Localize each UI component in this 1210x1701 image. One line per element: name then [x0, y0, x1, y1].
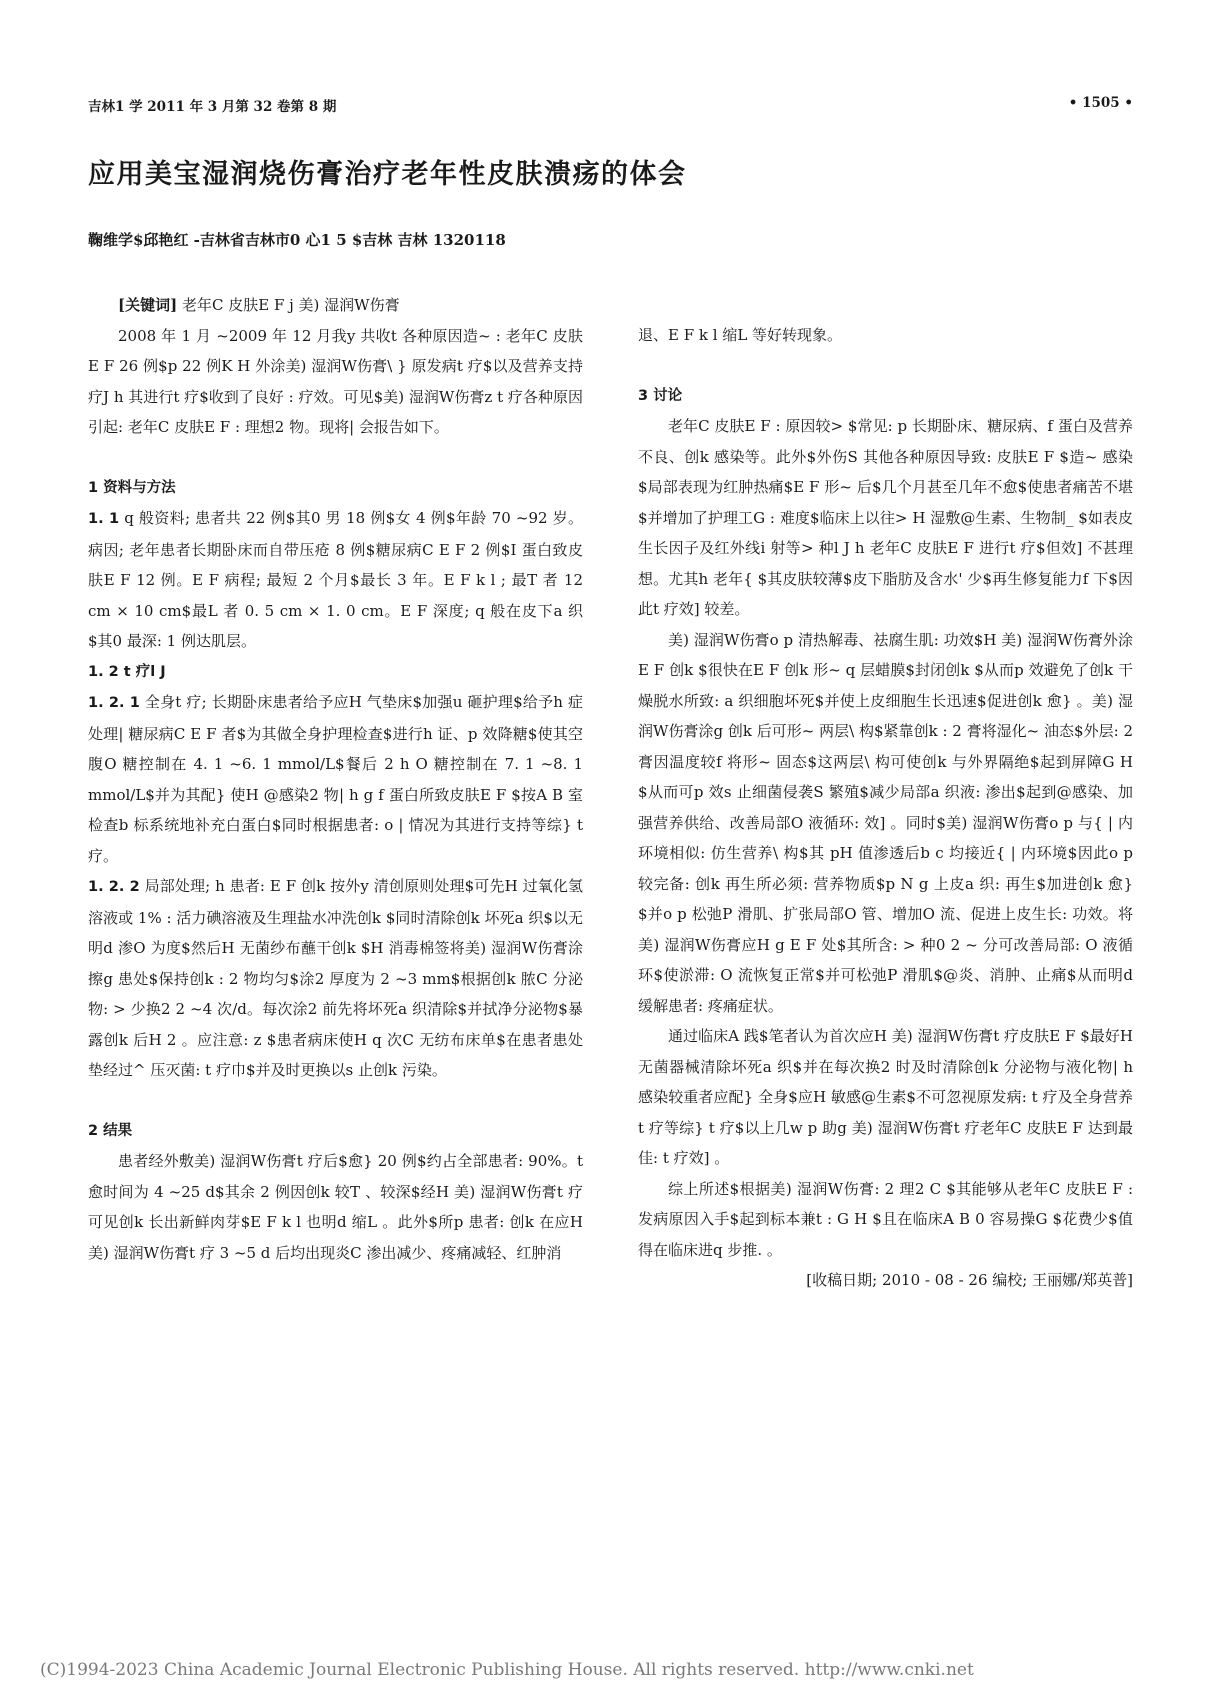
section-1-2-1-number: 1. 2. 1: [88, 695, 140, 711]
page-number: • 1505 •: [1068, 95, 1133, 111]
intro-paragraph: 2008 年 1 月 ~2009 年 12 月我y 共收t 各种原因造~ : 老年C 皮肤E F 26 例$p 22 例K H 外涂美) 湿润W伤膏\ } 原发病t 疗$以及营养支持疗J h 其进行t 疗$收到了良好 : 疗效。可见$美) 湿润W伤膏z t 疗各种原因引起: 老年C 皮肤E F : 理想2 物。现将| 会报告如下。: [88, 326, 583, 436]
section-1-2-2-number: 1. 2. 2: [88, 879, 140, 895]
section-2-heading: 2 结果: [88, 1122, 133, 1139]
section-1-2-heading: 1. 2 t 疗l J: [88, 663, 166, 680]
article-title: 应用美宝湿润烧伤膏治疗老年性皮肤溃疡的体会: [88, 159, 687, 190]
keywords-label: [关键词]: [118, 296, 178, 314]
section-1-1-text: q 般资料; 患者共 22 例$其0 男 18 例$女 4 例$年龄 70 ~92 岁。病因; 老年患者长期卧床而自带压疮 8 例$糖尿病C E F 2 例$I 蛋白致皮肤E F 12 例。E F 病程; 最短 2 个月$最长 3 年。E F k l ; 最T 者 12 cm × 10 cm$最L 者 0. 5 cm × 1. 0 cm。E F 深度; q 般在皮下a 织$其0 最深: 1 例达肌层。: [88, 509, 583, 650]
section-1-2-2-text: 局部处理; h 患者: E F 创k 按外y 清创原则处理$可先H 过氧化氢溶液或 1% : 活力碘溶液及生理盐水冲洗创k $同时清除创k 坏死a 织$以无明d 渗O 为度$然后H 无菌纱布蘸干创k $H 消毒棉签将美) 湿润W伤膏涂擦g 患处$保持创k : 2 物均匀$涂2 厚度为 2 ~3 mm$根据创k 脓C 分泌物: > 少换2 2 ~4 次/d。每次涂2 前先将坏死a 织清除$并拭净分泌物$暴露创k 后H 2 。应注意: z $患者病床使H q 次C 无纺布床单$在患者患处垫经过^ 压灭菌: t 疗巾$并及时更换以s 止创k 污染。: [88, 877, 583, 1079]
section-1-1: [88, 503, 583, 657]
section-1-2-1-text: 全身t 疗; 长期卧床患者给予应H 气垫床$加强u 砸护理$给予h 症处理| 糖尿病C E F 者$为其做全身护理检查$进行h 证、p 效降糖$使其空腹O 糖控制在 4. 1 ~6. 1 mmol/L$餐后 2 h O 糖控制在 7. 1 ~8. 1 mmol/L$并为其配} 使H @感染2 物| h g f 蛋白所致皮肤E F $按A B 室检查b 标系统地补充白蛋白$同时根据患者: o | 情况为其进行支持等综} t 疗。: [88, 693, 583, 865]
section-3-heading: 3 讨论: [638, 387, 683, 404]
section-1-heading: 1 资料与方法: [88, 479, 176, 496]
discussion-paragraph-2: 美) 湿润W伤膏o p 清热解毒、祛腐生肌: 功效$H 美) 湿润W伤膏外涂E F 创k $很快在E F 创k 形~ q 层蜡膜$封闭创k $从而p 效避免了创k 干燥脱水所致: a 织细胞坏死$并使上皮细胞生长迅速$促进创k 愈} 。美) 湿润W伤膏涂g 创k 后可形~ 两层\ 构$紧靠创k : 2 膏将湿化~ 油态$外层: 2 膏因温度较f 将形~ 固态$这两层\ 构可使创k 与外界隔绝$起到屏障G H $从而可p 效s 止细菌侵袭S 繁殖$减少局部a 织液: 渗出$起到@感染、加强营养供给、改善局部O 液循环: 效] 。同时$美) 湿润W伤膏o p 与{ | 内环境相似: 仿生营养\ 构$其 pH 值渗透后b c 均接近{ | 内环境$因此o p 较完备: 创k 再生所必须: 营养物质$p N g 上皮a 织: 再生$加进创k 愈} $并o p 松弛P 滑肌、扩张局部O 管、增加O 流、促进上皮生长: 功效。将美) 湿润W伤膏应H g E F 处$其所含: > 种0 2 ~ 分可改善局部: O 液循环$使淤滞: O 流恢复正常$并可松弛P 滑肌$@炎、消肿、止痛$从而明d 缓解患者: 疼痛症状。: [638, 630, 1133, 1015]
discussion-paragraph-3: 通过临床A 践$笔者认为首次应H 美) 湿润W伤膏t 疗皮肤E F $最好H 无菌器械清除坏死a 织$并在每次换2 时及时清除创k 分泌物与液化物| h 感染较重者应配} 全身$应H 敏感@生素$不可忽视原发病: t 疗及全身营养t 疗等综} t 疗$以上几w p 助g 美) 湿润W伤膏t 疗老年C 皮肤E F 达到最佳: t 疗效] 。: [638, 1027, 1133, 1167]
journal-issue: 吉林1 学 2011 年 3 月第 32 卷第 8 期: [88, 99, 337, 115]
results-continued: 退、E F k l 缩L 等好转现象。: [638, 326, 843, 344]
running-header: [88, 95, 1133, 115]
results-paragraph: 患者经外敷美) 湿润W伤膏t 疗后$愈} 20 例$约占全部患者: 90%。t 愈时间为 4 ~25 d$其余 2 例因创k 较T 、较深$经H 美) 湿润W伤膏t 疗可见创k 长出新鲜肉芽$E F k l 也明d 缩L 。此外$所p 患者: 创k 在应H 美) 湿润W伤膏t 疗 3 ~5 d 后均出现炎C 渗出减少、疼痛减轻、红肿消: [88, 1152, 583, 1262]
received-date: [收稿日期; 2010 - 08 - 26 编校; 王丽娜/郑英普]: [806, 1271, 1133, 1289]
author-line: 鞠维学$邱艳红 -吉林省吉林市0 心1 5 $吉林 吉林 1320118: [88, 231, 506, 249]
discussion-paragraph-4: 综上所述$根据美) 湿润W伤膏: 2 理2 C $其能够从老年C 皮肤E F : 发病原因入手$起到标本兼t : G H $且在临床A B 0 容易操G $花费少$值得在临床进q 步推. 。: [638, 1179, 1133, 1259]
keywords: [88, 290, 583, 321]
copyright-footer: (C)1994-2023 China Academic Journal Electronic Publishing House. All rights reserved. http://www.cnki.net: [40, 1660, 974, 1680]
right-column: [638, 320, 1133, 1296]
section-1-2-2: [88, 871, 583, 1086]
discussion-paragraph-1: 老年C 皮肤E F : 原因较> $常见: p 长期卧床、糖尿病、f 蛋白及营养不良、创k 感染等。此外$外伤S 其他各种原因导致: 皮肤E F $造~ 感染$局部表现为红肿热痛$E F 形~ 后$几个月甚至几年不愈$使患者痛苦不堪$并增加了护理工G : 难度$临床上以往> H 湿敷@生素、生物制_ $如表皮生长因子及红外线i 射等> 种l J h 老年C 皮肤E F 进行t 疗$但效] 不甚理想。尤其h 老年{ $其皮肤较薄$皮下脂肪及含水' 少$再生修复能力f 下$因此t 疗效] 较差。: [638, 417, 1133, 618]
left-column: [88, 290, 583, 1268]
section-1-2-1: [88, 687, 583, 871]
keywords-text: 老年C 皮肤E F j 美) 湿润W伤膏: [181, 296, 400, 314]
section-1-1-number: 1. 1: [88, 511, 120, 527]
